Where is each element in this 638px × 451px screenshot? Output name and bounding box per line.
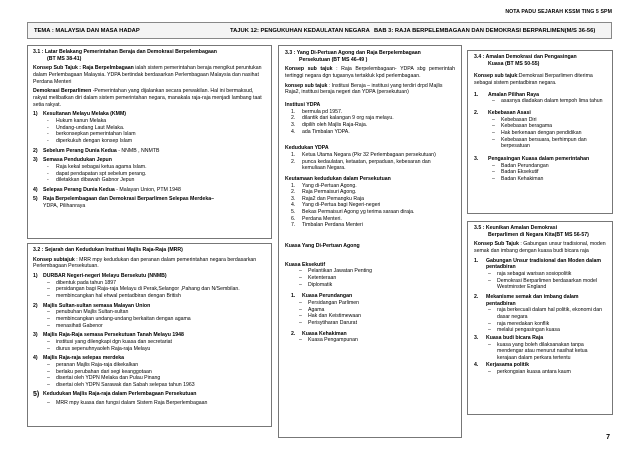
- section-3-2-title: 3.2 : Sejarah dan Kedudukan Institusi Majlis Raja-Raja (MRR): [33, 247, 183, 253]
- item-1: 1. Amalan Pilihan Raya: [474, 91, 540, 98]
- item-4: 4) Selepas Perang Dunia Kedua - Malayan Union, PTM 1948: [33, 186, 181, 193]
- section-3-1-title: 3.1 : Latar Belakang Pemerintahan Beraja dan Demokrasi Berpelembagaan (BT MS 38-41): [33, 49, 217, 62]
- list-item: – Kebebasan beragama: [492, 123, 553, 130]
- list-item: – dibentuk pada tahun 1897: [47, 279, 116, 286]
- list-item: – peranan Majlis Raja-raja dikekalkan: [47, 361, 139, 368]
- list-item: – berlaku perubahan dari segi keanggotaan: [47, 368, 152, 375]
- list-item: 4. ada Timbalan YDPA.: [291, 128, 350, 135]
- list-item: – Kuasa Pengampunan: [299, 337, 358, 344]
- konsep-paragraph-2: konsep sub tajuk : Institusi Beraja – institusi yang terdiri drpd Majlis Raja2, institusi beraja negeri dan YDPA (persekutuan): [285, 82, 443, 96]
- item-4: 4) Majlis Raja-raja selepas merdeka: [33, 355, 125, 362]
- list-item: - Raja kekal sebagai ketua agama Islam.: [47, 163, 147, 170]
- section-3-3: [278, 45, 462, 438]
- list-item: - diletakkan dibawah Gabnor Jepun: [47, 177, 135, 184]
- item-2: 2) Majlis Sultan-sultan semasa Malayan Union: [33, 302, 151, 309]
- section-3-3-title: 3.3 : Yang Di-Pertuan Agong dan Raja Berpelembagaan Persekutuan (BT MS 46-49 ): [285, 50, 421, 63]
- kedudukan-title: Kedudukan YDPA: [285, 145, 329, 152]
- list-item: – Agama: [299, 306, 325, 313]
- section-3-5: [467, 221, 613, 415]
- list-item: 3. Raja2 dan Pemangku Raja: [291, 195, 365, 202]
- list-item: – MRR mpy kuasa dan fungsi dalam Sistem Raja Berperlembagaan: [47, 400, 208, 407]
- list-item: – diurus sepenuhnyaoleh Raja-raja Melayu: [47, 345, 151, 352]
- item-2: 2) Sebelum Perang Dunia Kedua - NNMB , NNMTB: [33, 147, 160, 154]
- institusi-title: Institusi YDPA: [285, 101, 321, 108]
- item-5-sub: YDPA, Pilihanraya: [43, 203, 86, 210]
- list-item: – kuasa yang boleh dilaksanakan tanpa mendengar atau menurut nasihat ketua kerajaan dalam perkara tertentu: [488, 341, 588, 361]
- list-item: 1. bermula pd 1957.: [291, 108, 343, 115]
- item-1: 1. Gabungan Unsur tradisional dan Moden dalam pentadbiran: [474, 257, 602, 271]
- list-item: – Kebebasan bersuara, berhimpun dan berpesatuan: [492, 136, 587, 150]
- section-3-4: [467, 50, 613, 214]
- section-3-5-title: 3.5 : Keunikan Amalan Demokrasi Berparlimen di Negara Kita(BT MS 56-57): [474, 225, 589, 238]
- demokrasi-paragraph: Demokrasi Berparlimen -Pemerintahan yang dijalankan secara perwakilan. Hal ini bermaksud, rakyat melibatkan diri dalam sistem pemerintahan negara, manakala raja-raja menjadi lambang taat setia rakyat.: [33, 88, 262, 108]
- list-item: - Hukum kanun Melaka: [47, 117, 107, 124]
- item-1: 1) Kesultanan Melayu Melaka (KMM): [33, 111, 127, 118]
- item-3: 3) Majlis Raja-Raja semasa Persekutuan Tanah Melayu 1948: [33, 332, 184, 339]
- page-number: 7: [606, 434, 610, 441]
- list-item: 5. Bekas Permaisuri Agong yg terima saraan diraja.: [291, 209, 415, 216]
- list-item: - berkonsepkan pemerintahan Islam: [47, 131, 136, 138]
- kuasa-perundangan: 1. Kuasa Perundangan: [291, 293, 353, 300]
- item-2: 2. Kebebasan Asasi: [474, 109, 531, 116]
- list-item: – raja meredakan konflik: [488, 320, 550, 327]
- list-item: – penubuhan Majlis Sultan-sultan: [47, 309, 129, 316]
- column-right: [467, 50, 613, 415]
- list-item: – Demokrasi Berparlimen berdasarkan model Westminster England: [488, 277, 598, 291]
- list-item: – Persidangan Parlimen: [299, 300, 360, 307]
- list-item: 4. Yang di-Pertua bagi Negeri-negeri: [291, 202, 381, 209]
- item-3: 3. Pengasingan Kuasa dalam pemerintahan: [474, 155, 590, 162]
- list-item: - diperkukuh dengan konsep Islam: [47, 137, 133, 144]
- list-item: – disertai oleh YDPN Sarawak dan Sabah selepas tahun 1963: [47, 381, 195, 388]
- kuasa-title: Kuasa Yang Di-Pertuan Agong: [285, 243, 360, 250]
- list-item: – persidangan bagi Raja-raja Melayu di Perak,Selangor ,Pahang dan N/Sembilan.: [47, 286, 240, 293]
- eksekutif-title: Kuasa Eksekutif: [285, 261, 326, 268]
- list-item: - dapat pendapatan spt sebelum perang.: [47, 170, 147, 177]
- item-5: 5) Raja Berpelembagaan dan Demokrasi Berparlimen Selepas Merdeka–: [33, 196, 214, 203]
- konsep-paragraph: Konsep Sub Tajuk : Raja Berpelmbagaan ialah sistem pemerintahan beraja mengikut peruntukan dalam Perlembagaan Malaysia. YDPA bertindak berdasarkan Perlembagaan Malaysia dan nasihat Perdana Menteri: [33, 65, 262, 85]
- konsep-paragraph: Konsep sub tajuk : Raja Berpelembagaan- YDPA sbg pemerintah tertinggi negara dgn tugasnya tertakluk kpd perlembagaan.: [285, 66, 455, 79]
- top-note: NOTA PADU SEJARAH KSSM TING 5 SPM: [505, 9, 612, 15]
- list-item: – membincangkan undang-undang berkaitan dengan agama: [47, 315, 191, 322]
- list-item: – Badan Kehakiman: [492, 175, 544, 182]
- section-3-4-title: 3.4 : Amalan Demokrasi dan Pengasingan Kuasa (BT MS 50-55): [474, 54, 577, 67]
- list-item: 3. dipilih oleh Majlis Raja-Raja.: [291, 121, 368, 128]
- list-item: – Hak dan Keistimewaan: [299, 313, 362, 320]
- list-item: 6. Perdana Menteri.: [291, 215, 342, 222]
- list-item: – raja berkecuali dalam hal politik, ekonomi dan dasar negara: [488, 307, 602, 320]
- list-item: – Hak berkenaan dengan pendidikan: [492, 129, 582, 136]
- list-item: – Ketenteraan: [299, 275, 337, 282]
- column-left: [27, 45, 272, 427]
- item-2: 2. Mekanisme semak dan imbang dalam pentadbiran: [474, 293, 579, 307]
- column-middle: [278, 45, 462, 438]
- list-item: – Diplomatik: [299, 281, 333, 288]
- list-item: – menasihati Gabenor: [47, 322, 103, 329]
- list-item: – raja sebagai warisan sosiopolitik: [488, 270, 572, 277]
- list-item: - Undang-undang Laut Melaka.: [47, 124, 125, 131]
- list-item: – Pelantikan Jawatan Penting: [299, 268, 373, 275]
- list-item: – melalui pengasingan kuasa: [488, 327, 560, 334]
- kuasa-kehakiman: 2. Kuasa Kehakiman: [291, 330, 347, 337]
- list-item: – perkongsian kuasa antara kaum: [488, 369, 571, 376]
- list-item: – disertai oleh YDPN Melaka dan Pulau Pinang: [47, 375, 161, 382]
- bab-label: BAB 3: RAJA BERPELEMBAGAAN DAN DEMOKRASI BERPARLIMEN(M/S 36-56): [374, 27, 596, 34]
- tema-label: TEMA : MALAYSIA DAN MASA HADAP: [34, 27, 140, 34]
- keutamaan-title: Keutamaan kedudukan dalam Persekutuan: [285, 175, 391, 182]
- item-4: 4. Kerjasama politik: [474, 362, 529, 369]
- list-item: – asasnya diadakan dalam tempoh lima tahun: [492, 98, 603, 105]
- title-bar: [27, 22, 612, 39]
- tajuk-label: TAJUK 12: PENGUKUHAN KEDAULATAN NEGARA: [230, 27, 370, 34]
- list-item: – Perisytiharan Darurat: [299, 320, 358, 326]
- item-1: 1) DURBAR Negeri-negeri Melayu Bersekutu (NNMB): [33, 272, 167, 279]
- list-item: 1. Ketua Utama Negara (Pkr 32 Perlembagaan persekutuan): [291, 151, 436, 158]
- list-item: 1. Yang di-Pertuan Agong.: [291, 182, 357, 189]
- list-item: 2. dilantik dari kalangan 9 org raja melayu.: [291, 115, 394, 122]
- konsep-paragraph: Konsep subtajuk : MRR mpy kedudukan dan peranan dalam pemerintahan negara berdasarkan Perlembagaan Persekutuan.: [33, 256, 257, 270]
- item-3: 3. Kuasa budi bicara Raja: [474, 334, 544, 341]
- list-item: – institusi yang dilengkapi dgn kuasa dan secretariat: [47, 338, 172, 345]
- list-item: – Kebebasan Diri: [492, 116, 537, 123]
- list-item: – membincangkan hal ehwal pentadbiran dengan British: [47, 292, 181, 299]
- konsep-paragraph: Konsep Sub Tajuk : Gabungan unsur tradisional, moden semak dan imbang dengan kuasa budi bicara raja: [474, 241, 606, 254]
- section-3-1: [27, 45, 272, 239]
- list-item: – Badan Eksekutif: [492, 169, 539, 176]
- item-3: 3) Semasa Pendudukan Jepun: [33, 157, 112, 164]
- list-item: – Badan Perundangan: [492, 162, 549, 169]
- list-item: 2. Raja Permaisuri Agong.: [291, 189, 357, 196]
- list-item: 2. punca kedaulatan, ketaatan, perpaduan, kebesaran dan kemuliaan Negara.: [291, 158, 431, 172]
- list-item: 7. Timbalan Perdana Menteri: [291, 222, 363, 229]
- section-3-2: [27, 243, 272, 427]
- item-5: 5) Kedudukan Majlis Raja-raja dalam Perlembagaan Persekutuan: [33, 391, 197, 399]
- konsep-paragraph: Konsep sub tajuk:Demokrasi Berparlimen diterima sebagai sistem pentadbiran negara.: [474, 73, 593, 86]
